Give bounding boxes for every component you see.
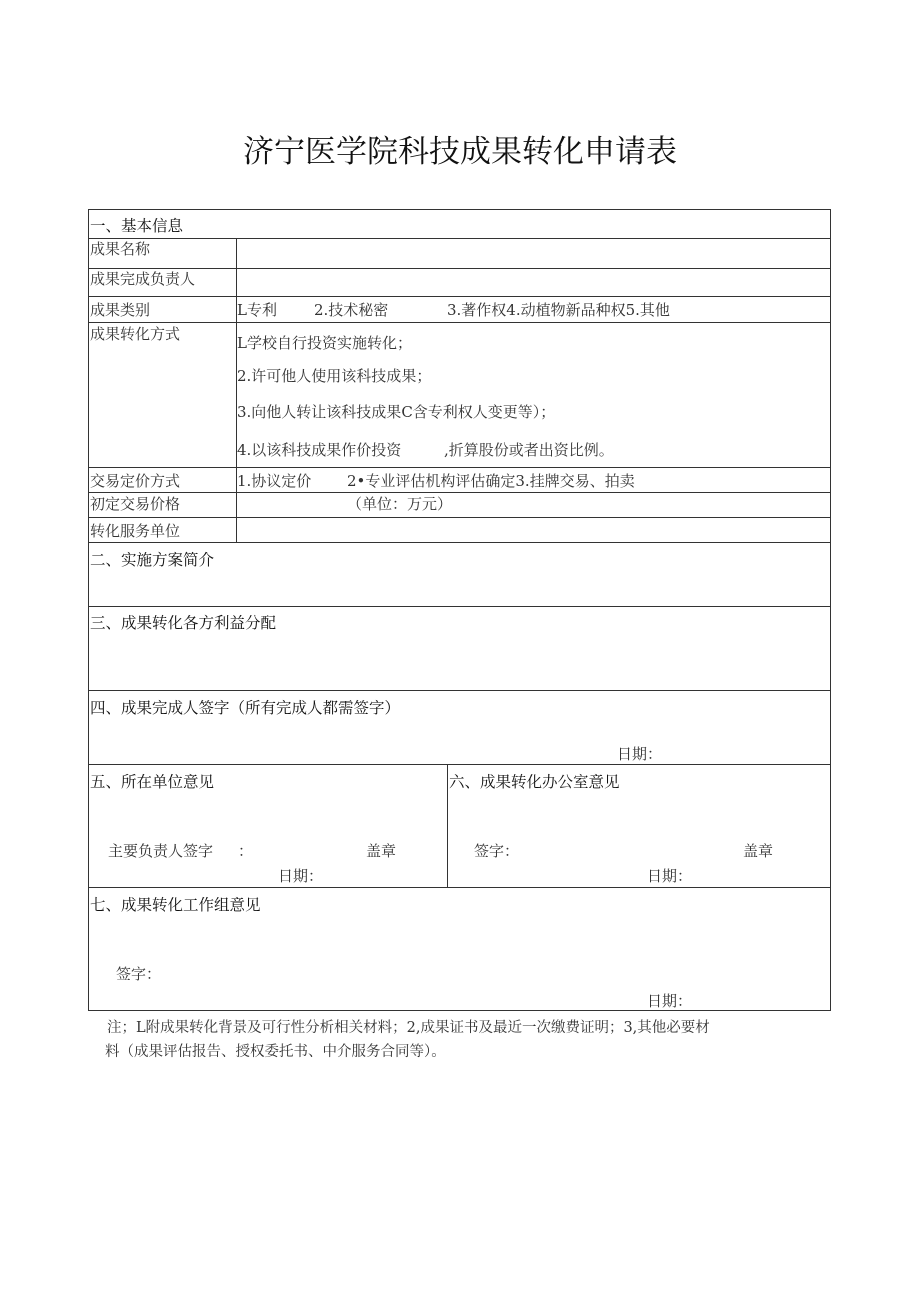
row-divider	[89, 542, 830, 543]
main-leader-sign-colon: ：	[238, 842, 254, 860]
footnote-line-1: 注；L附成果转化背景及可行性分析相关材料；2,成果证书及最近一次缴费证明；3,其他必要材	[107, 1020, 710, 1036]
main-leader-sign-label: 主要负责人签字	[108, 842, 214, 860]
method-option-2: 2.许可他人使用该科技成果；	[237, 367, 432, 385]
method-option-4-tail: ,折算股份或者出资比例。	[444, 441, 614, 459]
field-label-name: 成果名称	[90, 240, 151, 258]
application-form	[88, 209, 831, 1011]
row-divider	[89, 606, 830, 607]
row-divider	[89, 764, 830, 765]
method-option-1: L学校自行投资实施转化；	[237, 334, 412, 352]
row-divider	[89, 887, 830, 888]
field-label-pricing: 交易定价方式	[90, 472, 181, 490]
row-divider	[89, 690, 830, 691]
section-signature-heading: 四、成果完成人签字（所有完成人都需签字）	[90, 699, 401, 717]
method-option-3: 3.向他人转让该科技成果C含专利权人变更等）；	[237, 403, 556, 421]
group-sign-label: 签字：	[116, 965, 162, 983]
column-divider	[236, 238, 237, 542]
office-sign-label: 签字：	[474, 842, 520, 860]
column-divider	[447, 764, 448, 887]
field-label-service-unit: 转化服务单位	[90, 522, 181, 540]
field-label-price: 初定交易价格	[90, 495, 181, 513]
field-label-category: 成果类别	[90, 301, 151, 319]
office-seal-label: 盖章	[743, 842, 774, 860]
row-divider	[89, 296, 830, 297]
footnote	[107, 1016, 823, 1064]
signature-date-label: 日期：	[617, 745, 663, 763]
category-option-secret: 2.技术秘密	[314, 301, 389, 319]
section-basic-heading: 一、基本信息	[90, 217, 184, 235]
row-divider	[89, 517, 830, 518]
section-plan-heading: 二、实施方案简介	[90, 551, 215, 569]
row-divider	[89, 322, 830, 323]
row-divider	[89, 467, 830, 468]
group-date-label: 日期：	[647, 992, 693, 1010]
office-date-label: 日期：	[647, 867, 693, 885]
pricing-option-others: 2•专业评估机构评估确定3.挂牌交易、拍卖	[347, 472, 635, 490]
category-option-others: 3.著作权4.动植物新品种权5.其他	[447, 301, 670, 319]
field-label-leader: 成果完成负责人	[90, 270, 196, 288]
row-divider	[89, 492, 830, 493]
section-group-opinion-heading: 七、成果转化工作组意见	[90, 896, 261, 914]
unit-seal-label: 盖章	[366, 842, 397, 860]
section-office-opinion-heading: 六、成果转化办公室意见	[449, 773, 620, 791]
row-divider	[89, 238, 830, 239]
pricing-option-agreement: 1.协议定价	[237, 472, 312, 490]
form-title: 济宁医学院科技成果转化申请表	[243, 134, 677, 170]
field-label-method: 成果转化方式	[90, 325, 181, 343]
section-benefit-heading: 三、成果转化各方利益分配	[90, 614, 277, 632]
section-unit-opinion-heading: 五、所在单位意见	[90, 773, 215, 791]
method-option-4: 4.以该科技成果作价投资	[237, 441, 402, 459]
footnote-line-2: 料（成果评估报告、授权委托书、中介服务合同等）。	[105, 1044, 446, 1060]
unit-date-label: 日期：	[278, 867, 324, 885]
price-unit: （单位：万元）	[347, 495, 453, 513]
category-option-patent: L专利	[237, 301, 277, 319]
row-divider	[89, 268, 830, 269]
